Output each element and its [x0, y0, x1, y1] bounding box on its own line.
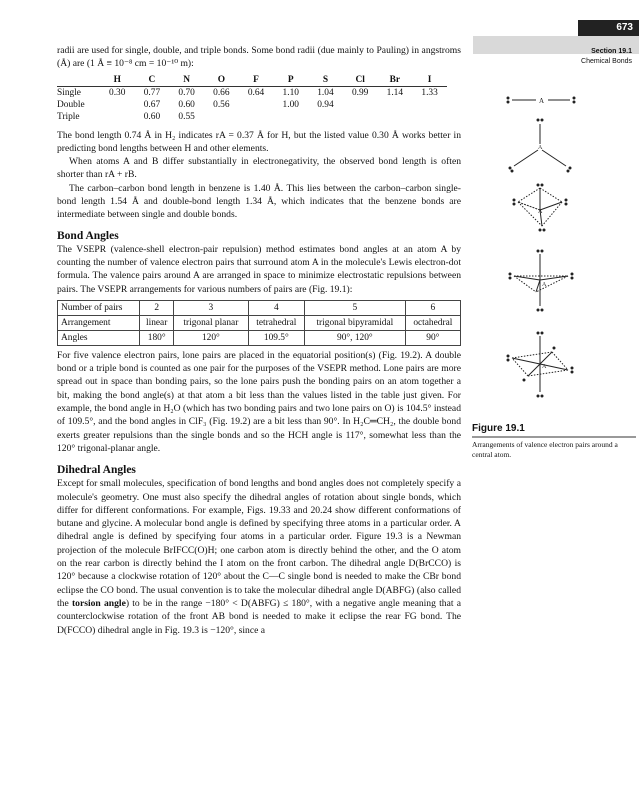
vsepr-cell: 109.5° [248, 330, 305, 345]
radii-cell [412, 99, 447, 111]
heading-bond-angles: Bond Angles [57, 229, 119, 242]
radii-cell [273, 111, 308, 123]
vsepr-row-label: Angles [58, 330, 140, 345]
vsepr-cell: 120° [174, 330, 248, 345]
radii-cell [100, 111, 135, 123]
radii-cell [343, 99, 378, 111]
central-atom-label: A [539, 97, 545, 105]
radii-cell: 1.33 [421, 87, 438, 98]
vsepr-cell: 6 [405, 300, 460, 315]
radii-header-o: O [217, 74, 225, 85]
radii-cell: 0.55 [178, 111, 195, 122]
radii-header-i: I [427, 74, 432, 85]
radii-cell [308, 111, 343, 123]
para-electronegativity: When atoms A and B differ substantially in electronegativity, the observed bond length is often shorter than rA + rB. [57, 156, 461, 181]
radii-cell: 0.64 [247, 87, 265, 98]
vsepr-cell: 2 [140, 300, 174, 315]
radii-cell: 0.99 [351, 87, 369, 98]
central-atom-label: A [538, 145, 543, 151]
para-dihedral-text: Except for small molecules, specification of bond lengths and bond angles does not completely specify a molecule's geometry. One must also specify the dihedral angles of rotation about single bonds, which differ for different conformations. For example, Figs. 19.33 and 20.24 show different conformations of butane and glycine. A molecular bond angle is defined by specifying three atoms in a particular order. A dihedral angle is defined by specifying four atoms in a particular order. Figure 19.3 is a Newman projection of the molecule BrIFCC(O)H; one carbon atom is directly behind the other, and the O atom on the rear carbon is directly behind the I atom on the front carbon. The dihedral angle D(BrCCO) is 120° because a clockwise rotation of 120° about the C—C single bond is needed to make the CBr bond eclipse the CO bond. The usual convention is to take the molecular dihedral angle D(ABFG) (also called the [57, 478, 461, 609]
linear-arrangement [507, 97, 575, 105]
radii-cell [343, 111, 378, 123]
radii-cell [204, 111, 239, 123]
torsion-angle-term: torsion angle [71, 597, 126, 609]
radii-header-h: H [113, 74, 121, 85]
radii-header-n: N [183, 74, 191, 85]
figure-caption: Arrangements of valence electron pairs around a central atom. [472, 440, 618, 459]
radii-header-c: C [148, 74, 156, 85]
figure-19-1 [492, 86, 592, 416]
radii-row [57, 86, 447, 99]
vsepr-row [58, 300, 461, 315]
vsepr-cell: 5 [305, 300, 406, 315]
tetrahedral-arrangement [513, 184, 567, 231]
radii-cell: 0.30 [109, 87, 126, 98]
vsepr-cell: tetrahedral [248, 315, 305, 330]
radii-cell: 1.14 [386, 87, 404, 98]
radii-cell [239, 99, 274, 111]
radii-cell [100, 99, 135, 111]
para-dihedral [57, 477, 461, 637]
vsepr-cell: octahedral [405, 315, 460, 330]
radii-cell [378, 111, 413, 123]
vsepr-row-label: Number of pairs [58, 300, 140, 315]
main-text [57, 44, 461, 637]
heading-dihedral: Dihedral Angles [57, 464, 136, 477]
para-benzene: The carbon–carbon bond length in benzene is 1.40 Å. This lies between the carbon–carbon single-bond length 1.54 Å and double-bond length 1.34 Å, which indicates that the benzene bonds are intermediate between single and double bonds. [57, 182, 461, 221]
radii-header-s: S [322, 74, 329, 85]
radii-cell: 0.77 [143, 87, 161, 98]
radii-header-f: F [253, 74, 259, 85]
radii-header-row [57, 74, 447, 87]
radii-header-br: Br [389, 74, 401, 85]
vsepr-row-label: Arrangement [58, 315, 140, 330]
section-heading [520, 47, 632, 67]
radii-cell: 0.70 [178, 87, 195, 98]
radii-cell [412, 111, 447, 123]
radii-cell: 1.04 [317, 87, 334, 98]
radii-cell: 0.60 [178, 99, 195, 110]
vsepr-row [58, 330, 461, 345]
para-lone-pairs: For five valence electron pairs, lone pairs are placed in the equatorial position(s) (Fig. 19.2). A double bond or a triple bond is counted as one pair for the purposes of the VSEPR method. Lone pairs are more spread out in space than bonding pairs, so the lone pairs push the bonding pairs on an atom together a bit, making the bond angle(s) at that atom a bit less than the values listed in the table just given. For example, the bond angle in H₂O (which has two bonding pairs and two lone pairs on O) is 104.5° instead of 109.5°, and the bond angles in ClF₃ (Fig. 19.2) are a bit less than 90°. In H₂C═CH₂, the double bond exerts greater repulsions than the single bonds and so the HCH angle is 117°, somewhat less than the 120° trigonal-planar angle. [57, 349, 461, 454]
vsepr-cell: 180° [140, 330, 174, 345]
vsepr-cell: 90°, 120° [305, 330, 406, 345]
octahedral-arrangement [507, 332, 573, 397]
vsepr-row [58, 315, 461, 330]
radii-cell: 0.60 [143, 111, 161, 122]
radii-cell: 1.00 [282, 99, 299, 110]
intro-paragraph: radii are used for single, double, and triple bonds. Some bond radii (due mainly to Pauling) in angstroms (Å) are (1 Å ≡ 10⁻⁸ cm = 10⁻¹⁰ m): [57, 45, 461, 70]
para-vsepr: The VSEPR (valence-shell electron-pair repulsion) method estimates bond angles at an atom A by counting the number of valence electron pairs that surround atom A in the molecule's Lewis electron-dot formula. The valence pairs around A are arranged in space to minimize electrostatic repulsions between pairs. The VSEPR arrangements for various numbers of pairs are (Fig. 19.1): [57, 243, 461, 295]
radii-row-label: Triple [57, 111, 80, 122]
bond-radii-table [57, 74, 447, 123]
radii-cell: 0.67 [143, 99, 161, 110]
radii-row [57, 111, 447, 123]
section-title: Chemical Bonds [581, 58, 632, 65]
figure-label: Figure 19.1 [472, 423, 525, 434]
radii-row [57, 99, 447, 111]
radii-row-label: Double [57, 99, 85, 110]
section-label: Section 19.1 [591, 48, 632, 55]
radii-cell [378, 99, 413, 111]
vsepr-cell: 4 [248, 300, 305, 315]
vsepr-cell: trigonal bipyramidal [305, 315, 406, 330]
vsepr-cell: 3 [174, 300, 248, 315]
radii-header-p: P [287, 74, 294, 85]
vsepr-table [57, 300, 461, 346]
page-number: 673 [578, 20, 639, 36]
radii-cell [239, 111, 274, 123]
trigonal-bipyramidal-arrangement [509, 250, 573, 311]
vsepr-cell: trigonal planar [174, 315, 248, 330]
radii-row-label: Single [57, 87, 81, 98]
radii-cell: 1.10 [282, 87, 299, 98]
radii-header-blank [57, 74, 100, 87]
radii-cell: 0.56 [213, 99, 230, 110]
radii-cell: 0.66 [213, 87, 230, 98]
para-dihedral-end: ) to be in the range −180° < D(ABFG) ≤ 180°, with a negative angle meaning that a counterclockwise rotation of the front AB bond is needed to make it eclipse the rear FG bond. The D(FCCO) dihedral angle in Fig. 19.3 is −120°, since a [57, 597, 461, 636]
central-atom-label: A [538, 209, 543, 215]
para-h2: The bond length 0.74 Å in H₂ indicates rA = 0.37 Å for H, but the listed value 0.30 Å works better in predicting bond lengths between H and other elements. [57, 129, 461, 154]
central-atom-label: A [542, 364, 547, 370]
vsepr-cell: 90° [405, 330, 460, 345]
radii-header-cl: Cl [355, 74, 365, 85]
radii-cell: 0.94 [317, 99, 334, 110]
vsepr-cell: linear [140, 315, 174, 330]
trigonal-planar-arrangement [509, 119, 571, 172]
central-atom-label: A [542, 282, 547, 288]
figure-caption-rule [472, 436, 636, 438]
